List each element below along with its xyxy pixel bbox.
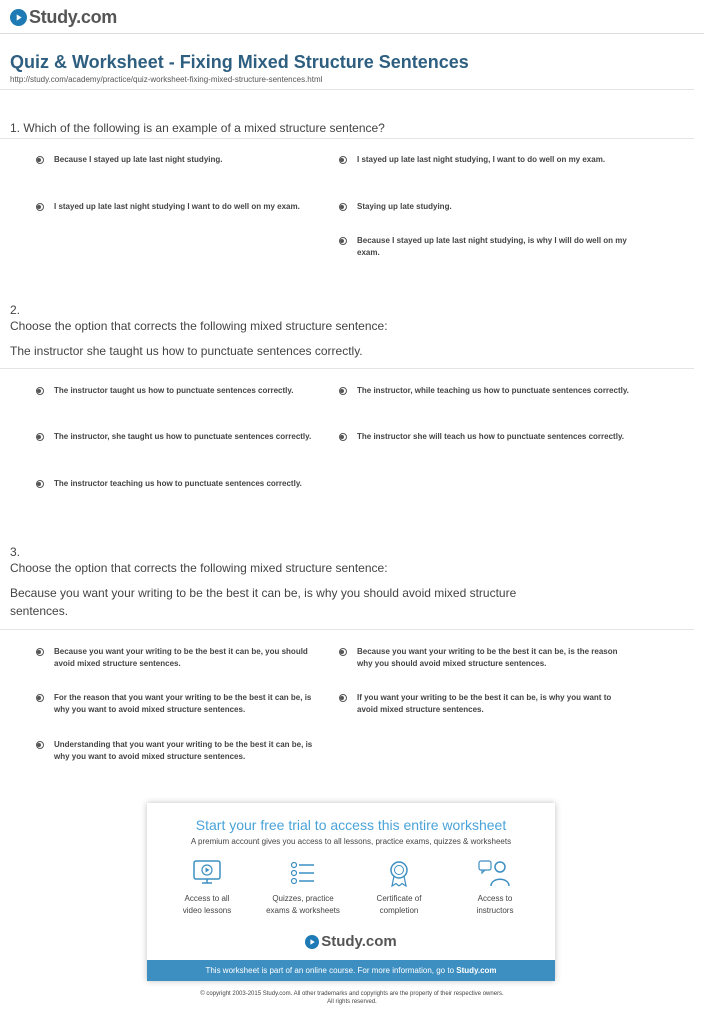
question-2-prompt: Choose the option that corrects the following mixed structure sentence:	[10, 319, 388, 333]
option-label: Because I stayed up late last night studying, is why I will do well on my exam.	[357, 236, 627, 257]
radio-icon[interactable]	[339, 156, 347, 164]
question-3-sentence-cont: sentences.	[10, 604, 69, 618]
question-1-text: 1. Which of the following is an example of a mixed structure sentence?	[10, 121, 385, 135]
answer-option[interactable]	[36, 385, 326, 397]
option-label: Because you want your writing to be the best it can be, you should avoid mixed structure sentences.	[54, 647, 308, 668]
video-lesson-icon	[192, 859, 222, 887]
answer-option[interactable]	[36, 692, 326, 716]
option-label: I stayed up late last night studying I want to do well on my exam.	[54, 202, 300, 211]
question-2-sentence: The instructor she taught us how to punctuate sentences correctly.	[10, 344, 363, 358]
answer-option[interactable]	[339, 692, 629, 716]
radio-icon[interactable]	[36, 741, 44, 749]
promo-info-bar	[147, 960, 555, 981]
option-label: For the reason that you want your writing to be the best it can be, is why you want to avoid mixed structure sentences.	[54, 693, 312, 714]
page-url: http://study.com/academy/practice/quiz-worksheet-fixing-mixed-structure-sentences.html	[10, 75, 323, 84]
copyright-line: © copyright 2003-2015 Study.com. All other trademarks and copyrights are the property of their respective owners.	[200, 991, 504, 997]
feature-instructors	[450, 859, 540, 917]
radio-icon[interactable]	[36, 480, 44, 488]
radio-icon[interactable]	[339, 694, 347, 702]
answer-option[interactable]	[339, 431, 629, 443]
question-3-number: 3.	[10, 545, 21, 559]
page-title: Quiz & Worksheet - Fixing Mixed Structure Sentences	[10, 52, 469, 72]
question-2-divider	[0, 368, 694, 369]
answer-option[interactable]	[339, 201, 629, 213]
promo-logo-text: Study.com	[321, 933, 397, 950]
radio-icon[interactable]	[36, 648, 44, 656]
certificate-icon	[384, 859, 414, 887]
play-icon	[10, 9, 27, 26]
radio-icon[interactable]	[339, 387, 347, 395]
logo-text: Study.com	[29, 7, 117, 27]
radio-icon[interactable]	[36, 203, 44, 211]
radio-icon[interactable]	[339, 648, 347, 656]
question-2-number: 2.	[10, 303, 21, 317]
question-1-divider	[0, 138, 694, 139]
promo-bar-text: This worksheet is part of an online course. For more information, go to	[205, 966, 457, 975]
option-label: The instructor, while teaching us how to punctuate sentences correctly.	[357, 386, 629, 395]
option-label: The instructor taught us how to punctuate sentences correctly.	[54, 386, 294, 395]
answer-option[interactable]	[36, 431, 326, 443]
radio-icon[interactable]	[339, 237, 347, 245]
option-label: If you want your writing to be the best it can be, is why you want to avoid mixed structure sentences.	[357, 693, 612, 714]
answer-option[interactable]	[36, 154, 326, 166]
quiz-list-icon	[288, 859, 318, 887]
title-divider	[0, 89, 694, 90]
promo-study-logo[interactable]	[147, 933, 555, 950]
option-label: Staying up late studying.	[357, 202, 452, 211]
question-3-sentence: Because you want your writing to be the best it can be, is why you should avoid mixed structure	[10, 586, 517, 600]
option-label: The instructor teaching us how to punctuate sentences correctly.	[54, 479, 302, 488]
instructor-icon	[478, 859, 512, 887]
question-3-prompt: Choose the option that corrects the following mixed structure sentence:	[10, 561, 388, 575]
radio-icon[interactable]	[36, 156, 44, 164]
promo-bar-link[interactable]: Study.com	[456, 966, 497, 975]
feature-video-lessons	[162, 859, 252, 917]
answer-option[interactable]	[36, 478, 326, 490]
radio-icon[interactable]	[36, 387, 44, 395]
copyright-notice	[0, 990, 704, 1006]
feature-label: Access to instructors	[476, 894, 514, 915]
feature-certificate	[354, 859, 444, 917]
question-3-divider	[0, 629, 694, 630]
option-label: Understanding that you want your writing to be the best it can be, is why you want to avoid mixed structure sentences.	[54, 740, 313, 761]
answer-option[interactable]	[339, 154, 629, 166]
answer-option[interactable]	[339, 385, 629, 397]
feature-label: Certificate of completion	[376, 894, 422, 915]
answer-option[interactable]	[339, 235, 629, 259]
answer-option[interactable]	[36, 201, 326, 213]
option-label: Because I stayed up late last night studying.	[54, 155, 223, 164]
answer-option[interactable]	[36, 646, 326, 670]
rights-line: All rights reserved.	[327, 999, 377, 1005]
play-icon	[305, 935, 319, 949]
study-logo[interactable]	[10, 7, 117, 28]
option-label: The instructor she will teach us how to punctuate sentences correctly.	[357, 432, 625, 441]
answer-option[interactable]	[339, 646, 629, 670]
free-trial-promo[interactable]	[147, 803, 555, 981]
feature-label: Quizzes, practice exams & worksheets	[266, 894, 340, 915]
option-label: The instructor, she taught us how to punctuate sentences correctly.	[54, 432, 312, 441]
answer-option[interactable]	[36, 739, 326, 763]
radio-icon[interactable]	[339, 203, 347, 211]
promo-title[interactable]: Start your free trial to access this entire worksheet	[195, 817, 507, 833]
radio-icon[interactable]	[36, 433, 44, 441]
option-label: I stayed up late last night studying, I want to do well on my exam.	[357, 155, 606, 164]
feature-quizzes	[258, 859, 348, 917]
radio-icon[interactable]	[36, 694, 44, 702]
feature-label: Access to all video lessons	[182, 894, 232, 915]
radio-icon[interactable]	[339, 433, 347, 441]
option-label: Because you want your writing to be the best it can be, is the reason why you should avoid mixed structure sentences.	[357, 647, 618, 668]
header-divider	[0, 33, 704, 34]
promo-subtitle: A premium account gives you access to all lessons, practice exams, quizzes & worksheets	[190, 837, 512, 846]
